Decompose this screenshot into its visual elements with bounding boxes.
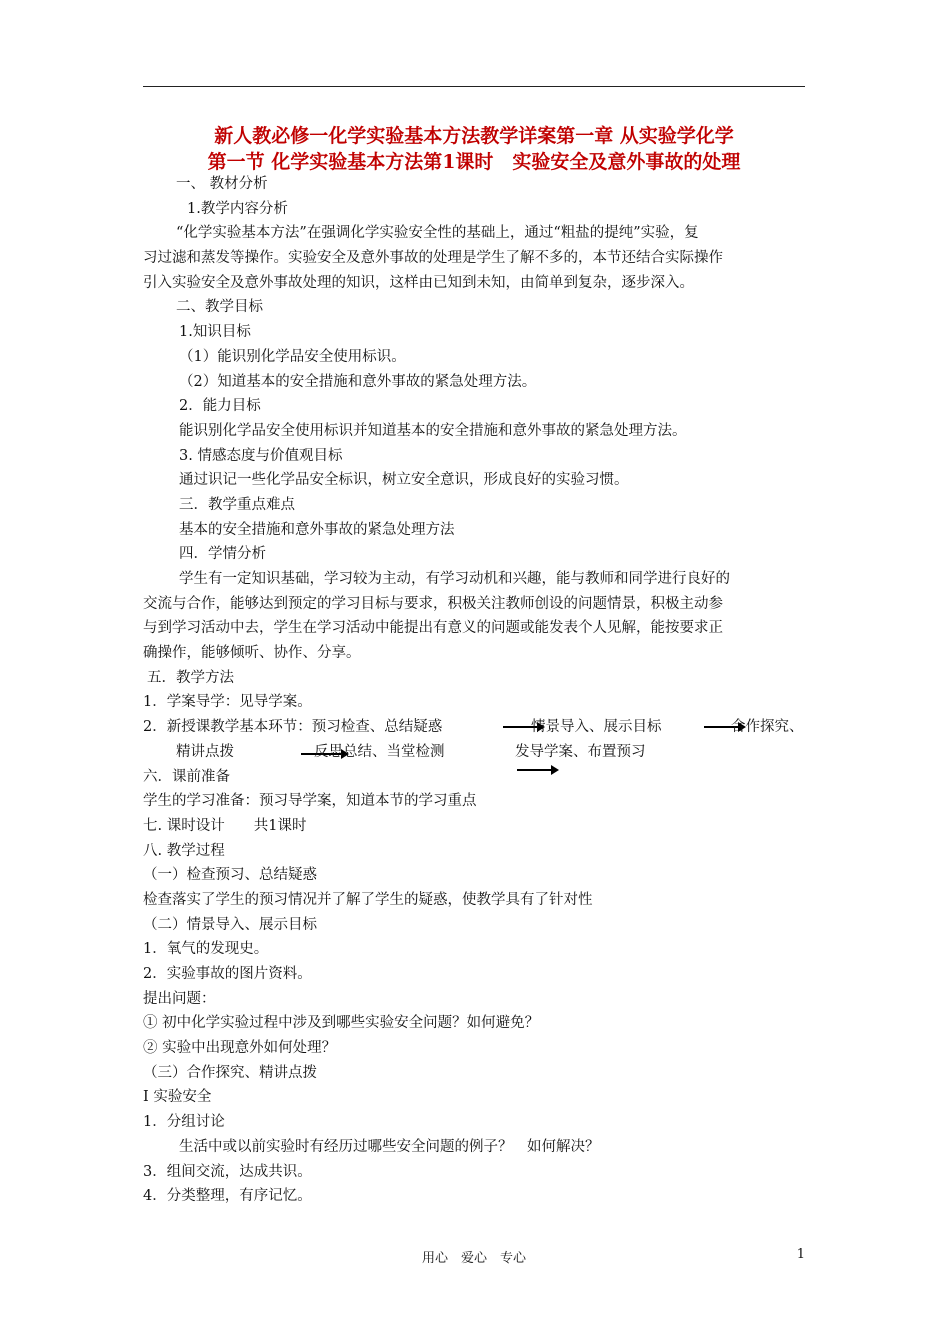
subsection-heading: 1.教学内容分析: [187, 200, 288, 217]
list-item: 3．组间交流，达成共识。: [143, 1163, 312, 1180]
paragraph-line: 提出问题：: [143, 990, 216, 1007]
list-item: ① 初中化学实验过程中涉及到哪些实验安全问题？如何避免？: [143, 1015, 540, 1032]
flow-step: 合作探究、: [731, 719, 804, 736]
document-body: [143, 172, 811, 1209]
list-item: （2）知道基本的安全措施和意外事故的紧急处理方法。: [179, 373, 537, 390]
section-heading: 二、教学目标: [176, 299, 263, 316]
paragraph-line: 基本的安全措施和意外事故的紧急处理方法: [179, 521, 455, 538]
page-number: 1: [796, 1247, 805, 1262]
header-rule: [143, 86, 805, 87]
flow-step: 2．新授课教学基本环节：预习检查、总结疑惑: [143, 719, 443, 736]
subsection-heading: （一）检查预习、总结疑惑: [143, 867, 317, 884]
paragraph-line: 确操作，能够倾听、协作、分享。: [143, 645, 361, 662]
paragraph-line: 生活中或以前实验时有经历过哪些安全问题的例子？ 如何解决？: [179, 1138, 600, 1155]
subsection-heading: （二）情景导入、展示目标: [143, 916, 317, 933]
list-item: （1）能识别化学品安全使用标识。: [179, 348, 406, 365]
section-heading: 四．学情分析: [179, 546, 266, 563]
section-heading: 八. 教学过程: [143, 842, 225, 859]
section-heading: 六．课前准备: [143, 768, 230, 785]
arrow-right-icon: [517, 769, 557, 771]
list-item: 1．氧气的发现史。: [143, 941, 269, 958]
list-item: ② 实验中出现意外如何处理？: [143, 1040, 337, 1057]
paragraph-line: 学生有一定知识基础，学习较为主动，有学习动机和兴趣，能与教师和同学进行良好的: [179, 571, 730, 587]
section-heading: 一、 教材分析: [176, 176, 268, 192]
subsection-heading: 2．能力目标: [179, 398, 261, 415]
footer-motto: 用心 爱心 专心: [421, 1251, 526, 1266]
flow-step: 发导学案、布置预习: [515, 743, 646, 760]
paragraph-line: 学生的学习准备：预习导学案，知道本节的学习重点: [143, 793, 477, 810]
section-heading: 五．教学方法: [147, 669, 234, 686]
paragraph-line: 能识别化学品安全使用标识并知道基本的安全措施和意外事故的紧急处理方法。: [179, 422, 687, 439]
list-item: 2．实验事故的图片资料。: [143, 966, 312, 982]
list-item: 4．分类整理，有序记忆。: [143, 1188, 312, 1205]
subsection-heading: 1.知识目标: [179, 324, 251, 341]
teaching-steps-flow-row-3: [143, 765, 811, 790]
subsection-heading: （三）合作探究、精讲点拨: [143, 1064, 317, 1081]
flow-step: 情景导入、展示目标: [531, 719, 662, 736]
section-heading: 七. 课时设计 共1课时: [143, 817, 307, 834]
subsection-heading: 3. 情感态度与价值观目标: [179, 447, 343, 464]
teaching-steps-flow-row-2: [143, 740, 811, 765]
section-heading: 三．教学重点难点: [179, 496, 295, 513]
paragraph-line: 检查落实了学生的预习情况并了解了学生的疑惑，使教学具有了针对性: [143, 891, 593, 908]
teaching-steps-flow-row-1: [143, 715, 811, 740]
flow-step: 精讲点拨: [176, 743, 234, 760]
subsection-heading: Ⅰ 实验安全: [143, 1089, 212, 1106]
paragraph-line: 通过识记一些化学品安全标识，树立安全意识，形成良好的实验习惯。: [179, 472, 629, 489]
list-item: 1．学案导学：见导学案。: [143, 694, 312, 711]
paragraph-line: 交流与合作，能够达到预定的学习目标与要求，积极关注教师创设的问题情景，积极主动参: [143, 595, 723, 612]
paragraph-line: 与到学习活动中去，学生在学习活动中能提出有意义的问题或能发表个人见解，能按要求正: [143, 620, 723, 637]
paragraph-line: 习过滤和蒸发等操作。实验安全及意外事故的处理是学生了解不多的，本节还结合实际操作: [143, 250, 723, 267]
list-item: 1．分组讨论: [143, 1114, 225, 1131]
paragraph-line: 引入实验安全及意外事故处理的知识，这样由已知到未知，由简单到复杂，逐步深入。: [143, 274, 694, 291]
document-title-line-1: 新人教必修一化学实验基本方法教学详案第一章 从实验学化学: [214, 125, 734, 147]
flow-step: 反思总结、当堂检测: [314, 743, 445, 760]
document-title-line-2: 第一节 化学实验基本方法第1课时 实验安全及意外事故的处理: [207, 151, 741, 173]
paragraph-line: “化学实验基本方法”在强调化学实验安全性的基础上，通过“粗盐的提纯”实验，复: [176, 225, 699, 242]
